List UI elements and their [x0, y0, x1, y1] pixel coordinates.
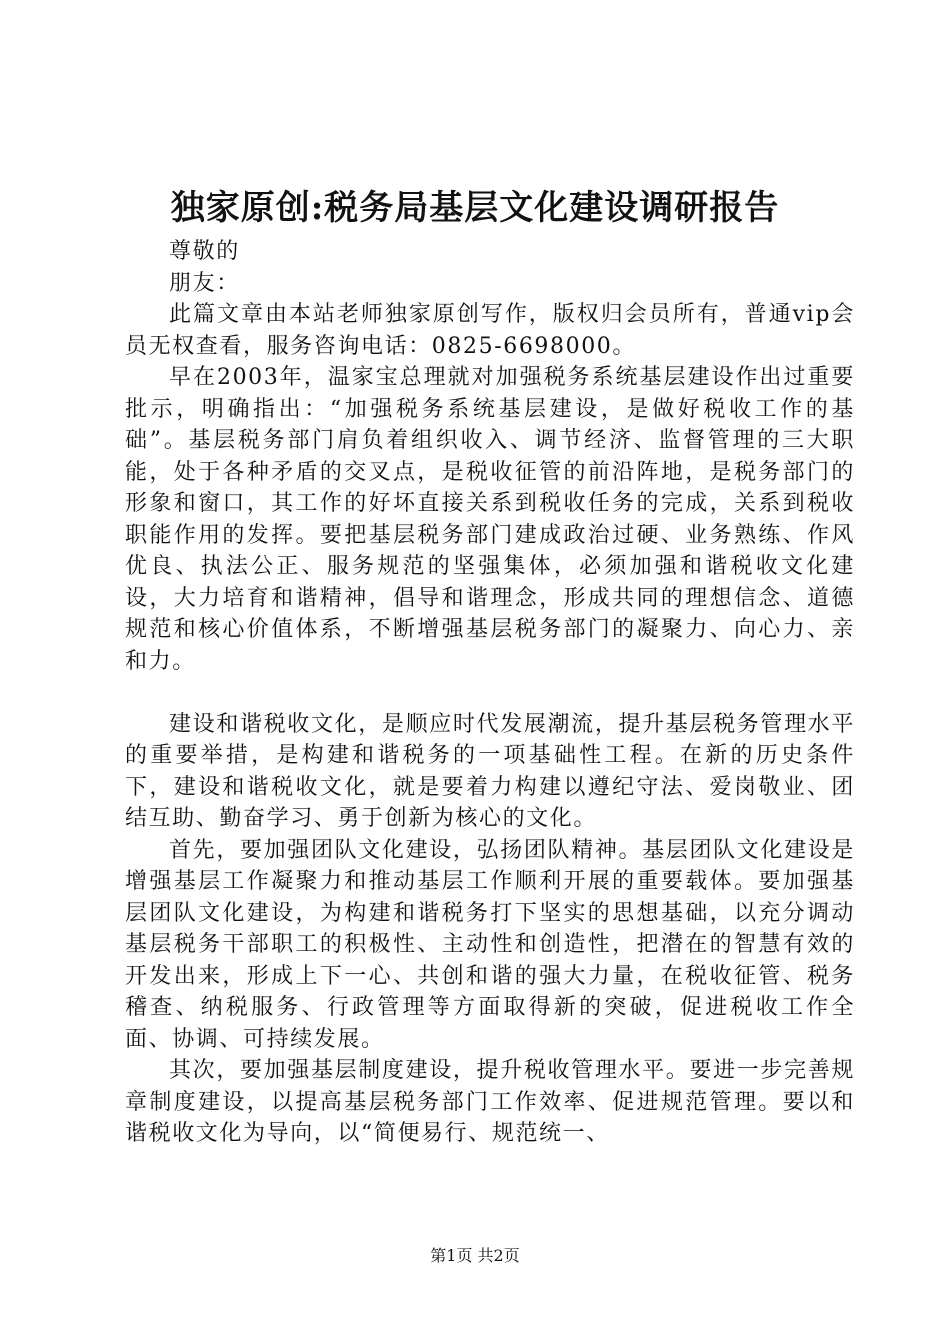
paragraph: 首先，要加强团队文化建设，弘扬团队精神。基层团队文化建设是增强基层工作凝聚力和推动基层工作顺利开展的重要载体。要加强基层团队文化建设，为构建和谐税务打下坚实的思想基础，以充分调动基层税务干部职工的积极性、主动性和创造性，把潜在的智慧有效的开发出来，形成上下一心、共创和谐的强大力量，在税收征管、税务稽查、纳税服务、行政管理等方面取得新的突破，促进税收工作全面、协调、可持续发展。 — [125, 837, 855, 1052]
page-footer: 第1页 共2页 — [430, 1246, 520, 1265]
greeting-line: 朋友： — [169, 270, 240, 296]
paragraph: 其次，要加强基层制度建设，提升税收管理水平。要进一步完善规章制度建设，以提高基层税务部门工作效率、促进规范管理。要以和谐税收文化为导向，以“简便易行、规范统一、 — [125, 1058, 855, 1146]
document-body — [125, 236, 855, 1150]
paragraph: 此篇文章由本站老师独家原创写作，版权归会员所有，普通vip会员无权查看，服务咨询电话：0825-6698000。 — [125, 302, 855, 359]
paragraph-spacer — [125, 677, 855, 709]
document-title: 独家原创:税务局基层文化建设调研报告 — [170, 188, 780, 228]
paragraph: 早在2003年，温家宝总理就对加强税务系统基层建设作出过重要批示，明确指出：“加强税务系统基层建设，是做好税收工作的基础”。基层税务部门肩负着组织收入、调节经济、监督管理的三大职能，处于各种矛盾的交叉点，是税收征管的前沿阵地，是税务部门的形象和窗口，其工作的好坏直接关系到税收任务的完成，关系到税收职能作用的发挥。要把基层税务部门建成政治过硬、业务熟练、作风优良、执法公正、服务规范的坚强集体，必须加强和谐税收文化建设，大力培育和谐精神，倡导和谐理念，形成共同的理想信念、道德规范和核心价值体系，不断增强基层税务部门的凝聚力、向心力、亲和力。 — [125, 365, 855, 674]
greeting-line: 尊敬的 — [169, 239, 240, 264]
paragraph: 建设和谐税收文化，是顺应时代发展潮流，提升基层税务管理水平的重要举措，是构建和谐税务的一项基础性工程。在新的历史条件下，建设和谐税收文化，就是要着力构建以遵纪守法、爱岗敬业、团结互助、勤奋学习、勇于创新为核心的文化。 — [125, 711, 855, 831]
